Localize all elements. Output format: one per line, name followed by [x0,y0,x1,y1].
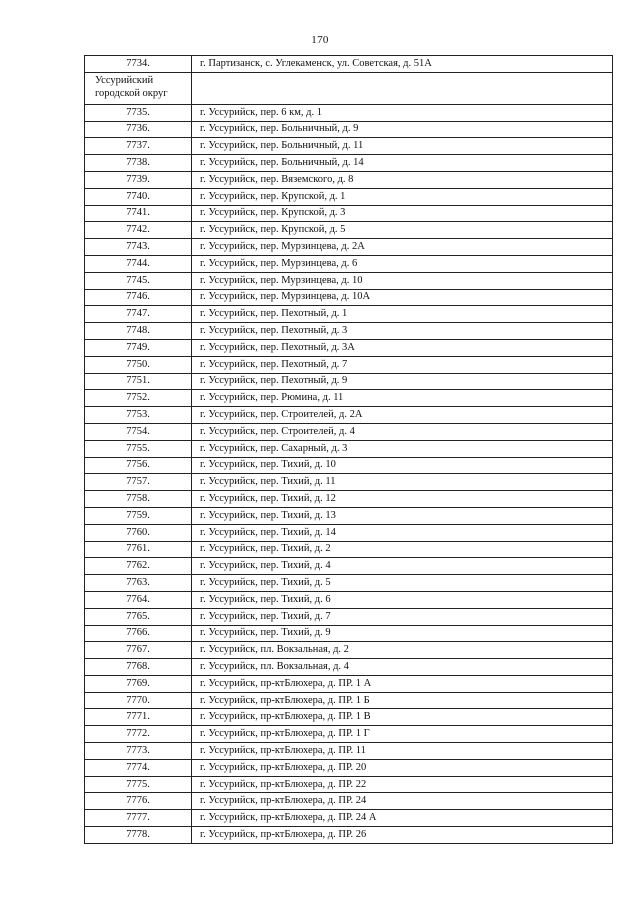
row-number: 7740. [85,188,192,205]
table-row [85,356,613,373]
table-row [85,155,613,172]
row-address: г. Уссурийск, пер. Вяземского, д. 8 [192,171,613,188]
row-address: г. Уссурийск, пер. Крупской, д. 1 [192,188,613,205]
row-address: г. Уссурийск, пер. Пехотный, д. 1 [192,306,613,323]
row-number: 7771. [85,709,192,726]
table-row [85,205,613,222]
row-address: г. Уссурийск, пер. Больничный, д. 14 [192,155,613,172]
table-row [85,709,613,726]
row-address: г. Уссурийск, пл. Вокзальная, д. 2 [192,642,613,659]
table-row [85,457,613,474]
table-row [85,138,613,155]
row-address: г. Уссурийск, пер. Рюмина, д. 11 [192,390,613,407]
row-address: г. Уссурийск, пер. Строителей, д. 4 [192,423,613,440]
table-row [85,289,613,306]
table-row [85,575,613,592]
row-address: г. Уссурийск, пер. Строителей, д. 2А [192,407,613,424]
row-number: 7769. [85,675,192,692]
row-address: г. Уссурийск, пер. Мурзинцева, д. 10А [192,289,613,306]
row-address: г. Уссурийск, пр-ктБлюхера, д. ПР. 1 Б [192,692,613,709]
row-number: 7777. [85,810,192,827]
row-address: г. Уссурийск, пер. Больничный, д. 11 [192,138,613,155]
row-address: г. Уссурийск, пер. Пехотный, д. 3 [192,323,613,340]
row-address: г. Уссурийск, пр-ктБлюхера, д. ПР. 1 Г [192,726,613,743]
row-number: 7756. [85,457,192,474]
address-table [84,55,613,844]
row-address: г. Уссурийск, пер. Крупской, д. 5 [192,222,613,239]
row-address: г. Уссурийск, пр-ктБлюхера, д. ПР. 11 [192,743,613,760]
row-number: 7764. [85,591,192,608]
table-row [85,323,613,340]
row-number: 7734. [85,56,192,73]
row-number: 7759. [85,507,192,524]
row-address: г. Уссурийск, пер. Тихий, д. 2 [192,541,613,558]
row-number: 7736. [85,121,192,138]
row-address: г. Уссурийск, пл. Вокзальная, д. 4 [192,659,613,676]
row-number: 7751. [85,373,192,390]
row-number: 7765. [85,608,192,625]
table-row [85,491,613,508]
table-row [85,776,613,793]
row-number: 7744. [85,255,192,272]
row-number: 7753. [85,407,192,424]
table-row [85,407,613,424]
table-row [85,507,613,524]
table-row [85,56,613,73]
table-row [85,423,613,440]
table-row [85,743,613,760]
table-row [85,625,613,642]
row-number: 7752. [85,390,192,407]
row-number: 7745. [85,272,192,289]
row-number: 7741. [85,205,192,222]
table-row [85,558,613,575]
row-address: г. Уссурийск, пер. Пехотный, д. 3А [192,339,613,356]
table-row [85,675,613,692]
row-address: г. Уссурийск, пр-ктБлюхера, д. ПР. 20 [192,759,613,776]
section-address [192,72,613,104]
row-address: г. Уссурийск, пер. Пехотный, д. 7 [192,356,613,373]
row-number: 7749. [85,339,192,356]
row-number: 7774. [85,759,192,776]
row-address: г. Уссурийск, пер. Больничный, д. 9 [192,121,613,138]
row-address: г. Уссурийск, пер. Тихий, д. 7 [192,608,613,625]
row-number: 7761. [85,541,192,558]
row-number: 7738. [85,155,192,172]
row-address: г. Уссурийск, пер. Тихий, д. 10 [192,457,613,474]
table-row [85,339,613,356]
row-number: 7743. [85,239,192,256]
table-row [85,222,613,239]
table-row [85,255,613,272]
section-header-row [85,72,613,104]
row-address: г. Уссурийск, пер. Тихий, д. 4 [192,558,613,575]
row-number: 7760. [85,524,192,541]
table-row [85,659,613,676]
row-number: 7758. [85,491,192,508]
table-row [85,440,613,457]
row-address: г. Уссурийск, пер. Крупской, д. 3 [192,205,613,222]
row-address: г. Уссурийск, пр-ктБлюхера, д. ПР. 1 В [192,709,613,726]
row-number: 7755. [85,440,192,457]
page-number: 170 [311,34,329,46]
row-address: г. Уссурийск, пр-ктБлюхера, д. ПР. 24 А [192,810,613,827]
row-address: г. Партизанск, с. Углекаменск, ул. Советская, д. 51А [192,56,613,73]
row-number: 7776. [85,793,192,810]
table-row [85,188,613,205]
table-body [85,56,613,844]
table-row [85,810,613,827]
section-label: Уссурийский городской округ [85,72,192,104]
row-number: 7750. [85,356,192,373]
table-row [85,474,613,491]
row-address: г. Уссурийск, пер. Пехотный, д. 9 [192,373,613,390]
row-address: г. Уссурийск, пр-ктБлюхера, д. ПР. 26 [192,827,613,844]
row-number: 7748. [85,323,192,340]
row-number: 7754. [85,423,192,440]
table-row [85,827,613,844]
table-row [85,272,613,289]
row-number: 7770. [85,692,192,709]
table-row [85,390,613,407]
row-address: г. Уссурийск, пер. Сахарный, д. 3 [192,440,613,457]
table-row [85,524,613,541]
row-number: 7757. [85,474,192,491]
row-number: 7739. [85,171,192,188]
table-row [85,104,613,121]
row-address: г. Уссурийск, пер. Тихий, д. 9 [192,625,613,642]
row-address: г. Уссурийск, пер. Мурзинцева, д. 10 [192,272,613,289]
row-address: г. Уссурийск, пер. Тихий, д. 6 [192,591,613,608]
row-number: 7775. [85,776,192,793]
row-number: 7763. [85,575,192,592]
table-row [85,642,613,659]
row-address: г. Уссурийск, пер. Тихий, д. 11 [192,474,613,491]
row-number: 7767. [85,642,192,659]
row-number: 7766. [85,625,192,642]
row-number: 7747. [85,306,192,323]
table-row [85,239,613,256]
table-row [85,121,613,138]
row-address: г. Уссурийск, пр-ктБлюхера, д. ПР. 24 [192,793,613,810]
row-address: г. Уссурийск, пр-ктБлюхера, д. ПР. 22 [192,776,613,793]
row-address: г. Уссурийск, пр-ктБлюхера, д. ПР. 1 А [192,675,613,692]
table-row [85,541,613,558]
row-address: г. Уссурийск, пер. Мурзинцева, д. 6 [192,255,613,272]
row-address: г. Уссурийск, пер. Тихий, д. 5 [192,575,613,592]
row-address: г. Уссурийск, пер. Тихий, д. 12 [192,491,613,508]
row-address: г. Уссурийск, пер. Тихий, д. 14 [192,524,613,541]
row-number: 7772. [85,726,192,743]
row-number: 7768. [85,659,192,676]
row-number: 7735. [85,104,192,121]
table-row [85,171,613,188]
table-row [85,726,613,743]
row-address: г. Уссурийск, пер. Тихий, д. 13 [192,507,613,524]
table-row [85,608,613,625]
table-row [85,692,613,709]
row-address: г. Уссурийск, пер. Мурзинцева, д. 2А [192,239,613,256]
row-number: 7778. [85,827,192,844]
table-row [85,591,613,608]
table-row [85,306,613,323]
table-row [85,373,613,390]
row-number: 7773. [85,743,192,760]
row-number: 7742. [85,222,192,239]
table-row [85,759,613,776]
row-number: 7762. [85,558,192,575]
table-row [85,793,613,810]
row-number: 7737. [85,138,192,155]
row-number: 7746. [85,289,192,306]
row-address: г. Уссурийск, пер. 6 км, д. 1 [192,104,613,121]
